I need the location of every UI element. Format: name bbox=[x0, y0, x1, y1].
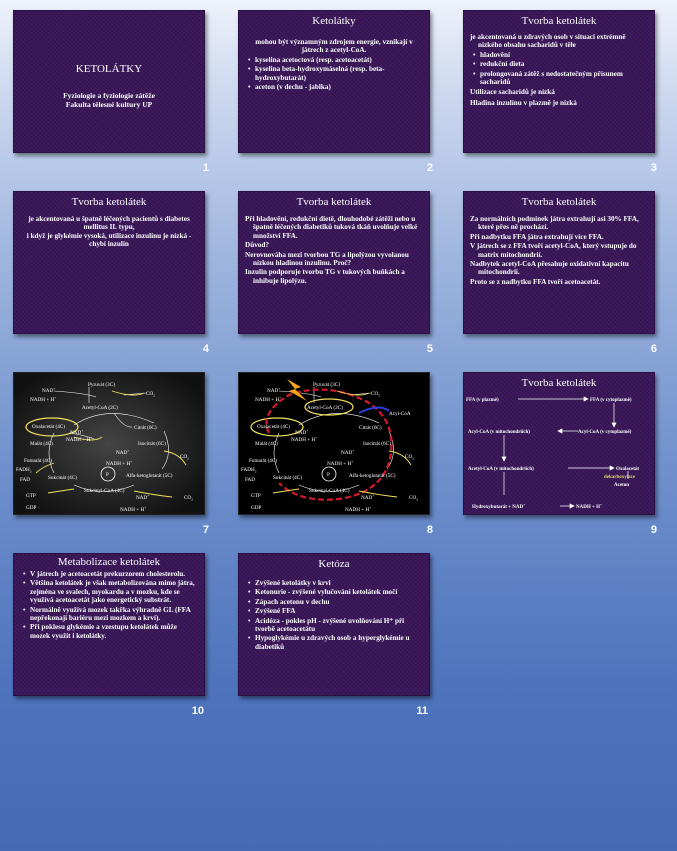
slide-paragraph: Utilizace sacharidů je nízká bbox=[470, 88, 555, 97]
svg-text:FAD: FAD bbox=[20, 477, 30, 483]
svg-text:NADH + H+: NADH + H+ bbox=[66, 436, 93, 443]
bullet-item: • Hypoglykémie u zdravých osob a hyperglykémie u diabetiků bbox=[255, 634, 423, 651]
slide-number: 4 bbox=[202, 343, 209, 355]
svg-text:NADH + H+: NADH + H+ bbox=[576, 503, 602, 510]
svg-text:Aceton: Aceton bbox=[614, 483, 629, 488]
svg-text:CO2: $CO_2$ bbox=[371, 391, 380, 398]
slide-title: Ketolátky bbox=[312, 15, 356, 27]
bullet-item: • prolongovaná zátěž s nedostatečným přísunem sacharidů bbox=[480, 70, 648, 87]
cycle-label: Isocitrát (6C) bbox=[138, 441, 166, 447]
slide-4-thumbnail[interactable] bbox=[13, 191, 205, 334]
slide-paragraph: V játrech se z FFA tvoří acetyl-CoA, který vstupuje do matrix mitochondrií. bbox=[470, 242, 637, 259]
slide-number: 1 bbox=[202, 162, 209, 174]
svg-text:FFA (v cytoplazmě): FFA (v cytoplazmě) bbox=[590, 398, 632, 403]
slide-5-thumbnail[interactable] bbox=[238, 191, 430, 334]
svg-text:GTP: GTP bbox=[251, 493, 261, 499]
bullet-item: • aceton (v dechu - jablka) bbox=[255, 83, 423, 91]
svg-text:Sukcinyl-CoA (4C): Sukcinyl-CoA (4C) bbox=[309, 488, 350, 494]
ketogenesis-flow-diagram bbox=[464, 391, 654, 513]
cycle-label: Malát (4C) bbox=[30, 441, 53, 447]
bullet-item: • Ketonurie - zvýšené vylučování ketolátek močí bbox=[255, 588, 423, 596]
slide-6-thumbnail[interactable] bbox=[463, 191, 655, 334]
slide-paragraph: Při hladovění, redukční dietě, dlouhodobé zátěži nebo u špatně léčených diabetiků tuková tkáň uvolňuje velké množství FFA. bbox=[245, 215, 418, 240]
svg-text:Isocitrát (6C): Isocitrát (6C) bbox=[363, 441, 391, 447]
bullet-item: • redukční dieta bbox=[480, 60, 648, 68]
svg-text:Sukcinát (4C): Sukcinát (4C) bbox=[273, 475, 302, 481]
slide-number: 11 bbox=[416, 705, 428, 717]
svg-text:P: P bbox=[106, 472, 109, 478]
slide-title: Ketóza bbox=[318, 558, 350, 570]
svg-text:CO2: $CO_2$ bbox=[405, 454, 414, 461]
svg-text:NADH + H+: NADH + H+ bbox=[345, 506, 372, 513]
slide-title: Tvorba ketolátek bbox=[521, 377, 597, 389]
svg-text:Oxalacetát (4C): Oxalacetát (4C) bbox=[257, 424, 290, 430]
svg-text:GDP: GDP bbox=[26, 505, 37, 511]
slide-title: Tvorba ketolátek bbox=[296, 196, 372, 208]
svg-text:GDP: GDP bbox=[251, 505, 262, 511]
slide-number: 8 bbox=[426, 524, 433, 536]
krebs-cycle-ketone-diagram bbox=[239, 373, 429, 514]
svg-text:CO2: $CO_2$ bbox=[409, 495, 418, 502]
cycle-label: Sukcinyl-CoA (4C) bbox=[84, 488, 125, 494]
slide-paragraph: Nerovnováha mezi tvorbou TG a lipolýzou vyvolanou nízkou hladinou inzulinu. Proč? bbox=[245, 250, 409, 268]
svg-text:GTP: GTP bbox=[26, 493, 36, 499]
slide-paragraph: Důvod? bbox=[245, 241, 269, 250]
slide-line: je akcentovaná u špatně léčených pacientů s diabetes mellitus II. typu, bbox=[28, 215, 190, 232]
bullet-item: • Zvýšené FFA bbox=[255, 607, 423, 615]
svg-text:NAD+: NAD+ bbox=[136, 494, 150, 501]
bullet-item: • Většina ketolátek je však metabolizována mimo játra, zejména ve svalech, myokardu a v mozku, kde se využívá acetoacetát jako energetický substrát. bbox=[30, 579, 198, 604]
slide-number: 2 bbox=[426, 162, 433, 174]
slide-title: Metabolizace ketolátek bbox=[57, 556, 161, 568]
svg-text:Oxalacetát: Oxalacetát bbox=[616, 467, 640, 472]
svg-text:Malát (4C): Malát (4C) bbox=[255, 441, 278, 447]
cycle-label: Citrát (6C) bbox=[134, 425, 157, 431]
slide-line: chybí inzulín bbox=[89, 240, 129, 249]
svg-text:dekarboxylace: dekarboxylace bbox=[604, 475, 636, 480]
svg-text:FADH2: $FADH_2$ bbox=[241, 467, 257, 474]
cycle-label: Fumarát (4C) bbox=[24, 458, 53, 464]
svg-text:FAD: FAD bbox=[245, 477, 255, 483]
svg-text:Acetyl-CoA (2C): Acetyl-CoA (2C) bbox=[307, 405, 343, 411]
svg-text:NAD+: NAD+ bbox=[361, 494, 375, 501]
svg-text:Acetyl-CoA (v mitochondriích): Acetyl-CoA (v mitochondriích) bbox=[468, 467, 534, 472]
slide-intro: je akcentovaná u zdravých osob v situaci extrémně nízkého obsahu sacharidů v těle bbox=[470, 33, 626, 50]
slide-paragraph: Proto se z nadbytku FFA tvoří acetoacetát. bbox=[470, 277, 601, 286]
svg-text:NAD+: NAD+ bbox=[116, 449, 130, 456]
svg-text:CO2: $CO_2$ bbox=[184, 495, 193, 502]
slide-paragraph: Inzulin podporuje tvorbu TG v tukových buňkách a inhibuje lipolýzu. bbox=[245, 268, 405, 285]
svg-text:Acyl-CoA (v mitochondriích): Acyl-CoA (v mitochondriích) bbox=[468, 430, 530, 435]
cycle-label: Oxalacetát (4C) bbox=[32, 424, 65, 430]
slide-line: i když je glykémie vysoká, utilizace inzulínu je nízká - bbox=[26, 231, 192, 240]
svg-text:NADH + H+: NADH + H+ bbox=[291, 436, 318, 443]
slide-number: 7 bbox=[202, 524, 209, 536]
svg-text:NADH + H+: NADH + H+ bbox=[120, 506, 147, 513]
svg-text:Pyruvát (3C): Pyruvát (3C) bbox=[313, 382, 340, 388]
slide-3-thumbnail[interactable] bbox=[463, 10, 655, 153]
slide-number: 10 bbox=[191, 705, 204, 717]
svg-text:FADH2: $FADH_2$ bbox=[16, 467, 32, 474]
svg-text:NAD+: NAD+ bbox=[42, 387, 56, 394]
slide-subtitle bbox=[14, 91, 204, 109]
bullet-item: • V játrech je acetoacetát prekurzorem cholesterolu. bbox=[30, 570, 198, 578]
slide-number: 3 bbox=[650, 162, 657, 174]
slide-8-thumbnail[interactable] bbox=[238, 372, 430, 515]
slide-title: Tvorba ketolátek bbox=[521, 15, 597, 27]
subtitle-line: Fyziologie a fyziologie zátěže bbox=[63, 91, 155, 100]
slide-2-thumbnail[interactable] bbox=[238, 10, 430, 153]
slide-title: Tvorba ketolátek bbox=[521, 196, 597, 208]
svg-text:CO2: $CO_2$ bbox=[146, 391, 155, 398]
slide-paragraph: Hladina inzulínu v plazmě je nízká bbox=[470, 98, 577, 107]
bullet-item: • Normálně využívá mozek takřka výhradně GL (FFA nepřekonají bariéru mezi mozkem a krví). bbox=[30, 606, 198, 623]
svg-text:NAD+: NAD+ bbox=[267, 387, 281, 394]
subtitle-line: Fakulta tělesné kultury UP bbox=[65, 100, 153, 109]
svg-text:NAD+: NAD+ bbox=[70, 429, 84, 436]
cycle-label: Acetyl-CoA (2C) bbox=[82, 405, 118, 411]
svg-text:FFA (v plazmě): FFA (v plazmě) bbox=[466, 398, 499, 403]
svg-text:NADH + H+: NADH + H+ bbox=[255, 396, 282, 403]
svg-text:NAD+: NAD+ bbox=[295, 429, 309, 436]
bullet-item: • Při poklesu glykémie a vzestupu ketolátek může mozek využít i ketolátky. bbox=[30, 623, 198, 640]
svg-text:NAD+: NAD+ bbox=[341, 449, 355, 456]
cycle-label: Alfa-ketoglutarát (5C) bbox=[126, 473, 173, 479]
cycle-label: Pyruvát (3C) bbox=[88, 382, 115, 388]
slide-title: Tvorba ketolátek bbox=[71, 196, 147, 208]
svg-text:NADH + H+: NADH + H+ bbox=[30, 396, 57, 403]
cycle-label: Sukcinát (4C) bbox=[48, 475, 77, 481]
slide-paragraph: Za normálních podmínek játra extrahují asi 30% FFA, které přes ně prochází. bbox=[470, 215, 639, 232]
slide-intro: mohou být významným zdrojem energie, vznikají v játrech z acetyl-CoA. bbox=[255, 38, 413, 55]
slide-11-thumbnail[interactable] bbox=[238, 553, 430, 696]
slide-10-thumbnail[interactable] bbox=[13, 553, 205, 696]
bullet-item: • Acidóza - pokles pH - zvýšené uvolňování H⁺ při tvorbě acetoacetátu bbox=[255, 617, 423, 634]
bullet-item: • kyselina beta-hydroxymáselná (resp. beta-hydroxybutarát) bbox=[255, 65, 423, 82]
bullet-item: • kyselina acetoctová (resp. acetoacetát) bbox=[255, 56, 423, 64]
svg-text:P: P bbox=[327, 472, 330, 478]
bullet-item: • Zvýšené ketolátky v krvi bbox=[255, 579, 423, 587]
svg-text:CO2: $CO_2$ bbox=[180, 454, 189, 461]
bullet-item: • hladovění bbox=[480, 51, 648, 59]
svg-text:Acyl-CoA (v cytoplazmě): Acyl-CoA (v cytoplazmě) bbox=[578, 430, 632, 435]
slide-9-thumbnail[interactable] bbox=[463, 372, 655, 515]
krebs-cycle-diagram bbox=[14, 373, 204, 514]
slide-number: 9 bbox=[650, 524, 657, 536]
slide-number: 6 bbox=[650, 343, 657, 355]
svg-text:NADH + H+: NADH + H+ bbox=[327, 460, 354, 467]
svg-text:Fumarát (4C): Fumarát (4C) bbox=[249, 458, 278, 464]
slide-1-thumbnail[interactable] bbox=[13, 10, 205, 153]
svg-text:Alfa-ketoglutarát (5C): Alfa-ketoglutarát (5C) bbox=[349, 473, 396, 479]
slide-number: 5 bbox=[426, 343, 433, 355]
slide-7-thumbnail[interactable] bbox=[13, 372, 205, 515]
svg-text:NADH + H+: NADH + H+ bbox=[106, 460, 133, 467]
svg-text:Hydroxybutarát + NAD+: Hydroxybutarát + NAD+ bbox=[472, 503, 526, 510]
bullet-item: • Zápach acetonu v dechu bbox=[255, 598, 423, 606]
svg-text:Citrát (6C): Citrát (6C) bbox=[359, 425, 382, 431]
slide-paragraph: Nadbytek acetyl-CoA přesahuje oxidativní kapacitu mitochondrií. bbox=[470, 260, 629, 277]
cycle-label-acyl: Acyl-CoA bbox=[389, 411, 411, 417]
slide-paragraph: Při nadbytku FFA játra extrahují více FFA. bbox=[470, 232, 604, 241]
slide-title: KETOLÁTKY bbox=[75, 63, 143, 75]
